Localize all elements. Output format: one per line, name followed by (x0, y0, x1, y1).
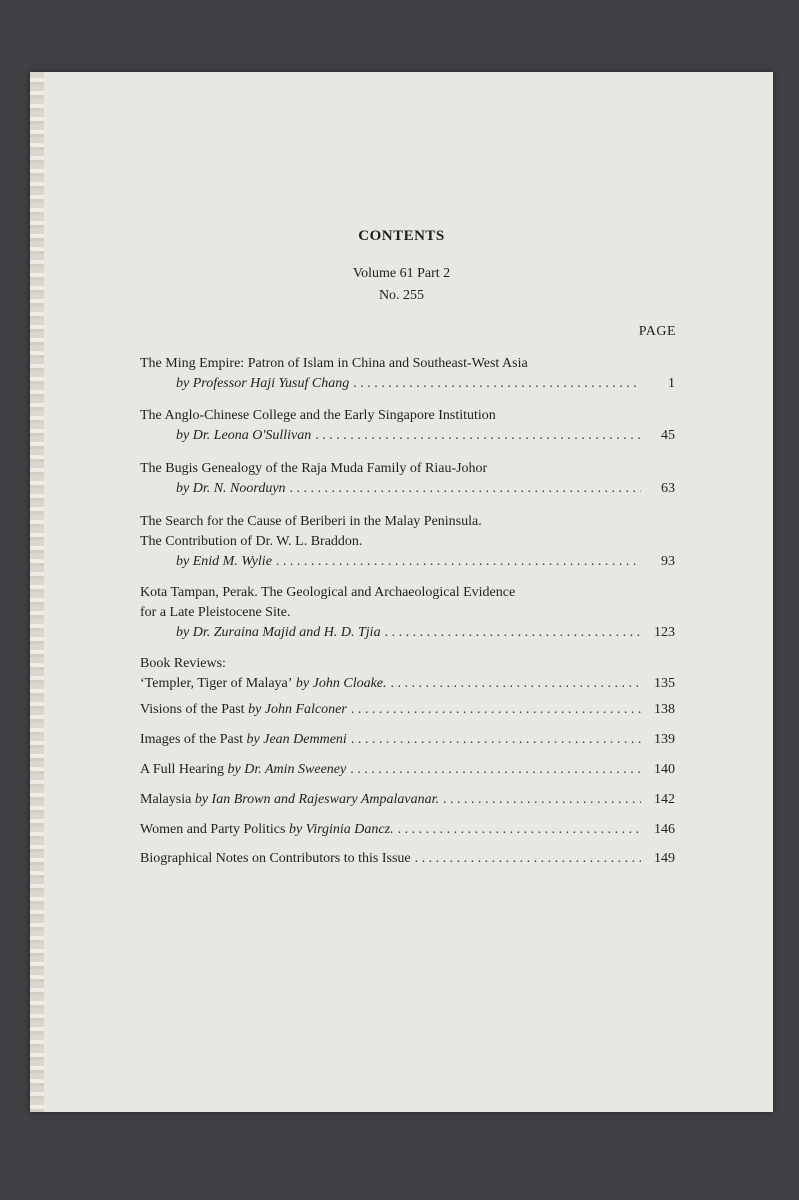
review-page: 139 (654, 732, 675, 747)
review-title: Visions of the Past (140, 702, 245, 717)
entry-author: by Dr. Leona O'Sullivan (176, 428, 312, 443)
toc-entry[interactable] (140, 700, 675, 720)
dot-leader (290, 479, 641, 499)
entry-author: by Enid M. Wylie (176, 554, 272, 569)
notes-title: Biographical Notes on Contributors to this Issue (140, 851, 411, 866)
entry-title: The Bugis Genealogy of the Raja Muda Family of Riau-Johor (140, 461, 488, 476)
dot-leader (391, 674, 641, 694)
entry-page: 45 (661, 428, 675, 443)
reviews-heading: Book Reviews: (140, 656, 226, 671)
dot-leader (351, 700, 641, 720)
issue-number: No. 255 (378, 288, 425, 303)
entry-title: The Search for the Cause of Beriberi in the Malay Peninsula. (140, 514, 482, 529)
review-page: 146 (654, 822, 675, 837)
entry-author: by Dr. N. Noorduyn (176, 481, 286, 496)
entry-title: Kota Tampan, Perak. The Geological and Archaeological Evidence (140, 585, 516, 600)
entry-title: The Anglo-Chinese College and the Early Singapore Institution (140, 408, 496, 423)
review-author: by Virginia Dancz. (288, 822, 394, 837)
page-column-header: PAGE (638, 324, 676, 339)
review-title: Malaysia (140, 792, 192, 807)
toc-entry[interactable] (140, 512, 675, 572)
entry-author: by Professor Haji Yusuf Chang (176, 376, 350, 391)
toc-entry[interactable] (140, 354, 675, 394)
review-author: by Jean Demmeni (246, 732, 347, 747)
review-author: by John Falconer (248, 702, 347, 717)
toc-entry[interactable] (140, 849, 675, 869)
dot-leader (350, 760, 641, 780)
review-title: ‘Templer, Tiger of Malaya’ (140, 676, 293, 691)
entry-page: 123 (654, 625, 675, 640)
review-author: by Dr. Amin Sweeney (227, 762, 347, 777)
dot-leader (351, 730, 641, 750)
toc-entry[interactable] (140, 406, 675, 446)
review-title: Women and Party Politics (140, 822, 286, 837)
entry-page: 93 (661, 554, 675, 569)
entry-page: 63 (661, 481, 675, 496)
dot-leader (353, 374, 641, 394)
review-title: A Full Hearing (140, 762, 224, 777)
dot-leader (385, 623, 641, 643)
toc-entry[interactable] (140, 820, 675, 840)
toc-entry[interactable] (140, 790, 675, 810)
volume-label: Volume 61 Part 2 (352, 266, 451, 281)
document-page (30, 72, 773, 1112)
toc-entry-reviews[interactable] (140, 654, 675, 694)
entry-title: The Contribution of Dr. W. L. Braddon. (140, 534, 363, 549)
entry-author: by Dr. Zuraina Majid and H. D. Tjia (176, 625, 381, 640)
review-author: by Ian Brown and Rajeswary Ampalavanar. (194, 792, 440, 807)
review-page: 138 (654, 702, 675, 717)
review-title: Images of the Past (140, 732, 244, 747)
review-author: by John Cloake. (295, 676, 387, 691)
review-page: 135 (654, 676, 675, 691)
toc-entry[interactable] (140, 760, 675, 780)
entry-title: for a Late Pleistocene Site. (140, 605, 291, 620)
review-page: 142 (654, 792, 675, 807)
entry-title: The Ming Empire: Patron of Islam in China and Southeast-West Asia (140, 356, 528, 371)
dot-leader (415, 849, 641, 869)
dot-leader (398, 820, 641, 840)
dot-leader (315, 426, 641, 446)
review-page: 140 (654, 762, 675, 777)
dot-leader (276, 552, 641, 572)
contents-title: CONTENTS (358, 228, 445, 244)
entry-page: 1 (668, 376, 675, 391)
toc-entry[interactable] (140, 459, 675, 499)
toc-entry[interactable] (140, 583, 675, 643)
toc-entry[interactable] (140, 730, 675, 750)
notes-page: 149 (654, 851, 675, 866)
dot-leader (443, 790, 641, 810)
